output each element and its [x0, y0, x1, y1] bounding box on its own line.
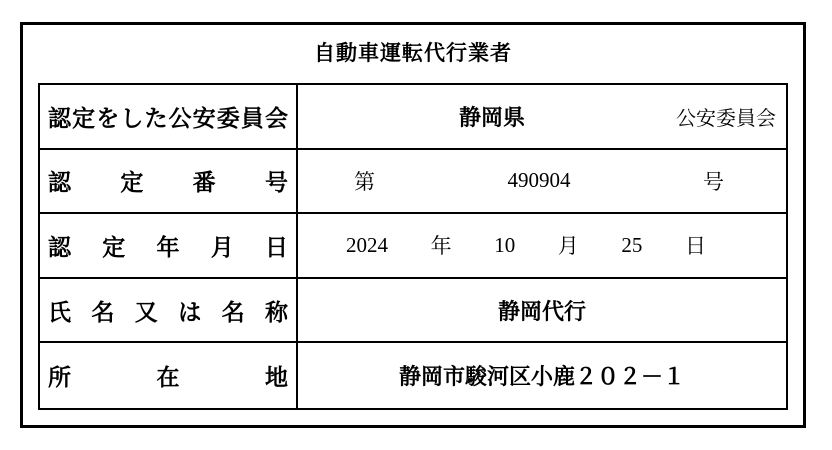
label-business-name-text: 氏名又は名称: [48, 299, 288, 325]
label-address: [40, 343, 298, 408]
certification-number: 490904: [507, 168, 571, 193]
label-business-name: [40, 279, 298, 344]
number-suffix: 号: [703, 169, 724, 194]
date-year: 2024: [346, 232, 388, 257]
date-month: 10: [494, 232, 516, 257]
value-address: [298, 343, 786, 408]
date-month-unit: 月: [557, 234, 579, 259]
page-title: 自動車運転代行業者: [314, 42, 512, 65]
label-certification-number: [40, 150, 298, 215]
commission-org-label: 公安委員会: [676, 107, 777, 130]
prefecture-name: 静岡県: [459, 104, 526, 130]
date-day: 25: [621, 232, 643, 257]
number-prefix: 第: [354, 169, 375, 194]
business-name: 静岡代行: [497, 298, 586, 324]
label-certifying-commission: [40, 85, 298, 150]
value-certifying-commission: [298, 85, 786, 150]
value-business-name: [298, 279, 786, 344]
certificate-table: [38, 83, 788, 410]
business-address: 静岡市駿河区小鹿２０２－１: [398, 364, 685, 390]
value-certification-number: [298, 150, 786, 215]
certificate-frame: [20, 22, 806, 428]
label-certification-number-text: 認定番号: [48, 170, 288, 196]
label-certification-date: [40, 214, 298, 279]
value-certification-date: [298, 214, 786, 279]
label-certification-date-text: 認定年月日: [48, 234, 288, 260]
label-address-text: 所在地: [48, 365, 288, 391]
label-certifying-commission-text: 認定をした公安委員会: [48, 105, 288, 131]
date-year-unit: 年: [430, 234, 452, 259]
date-day-unit: 日: [684, 234, 706, 259]
